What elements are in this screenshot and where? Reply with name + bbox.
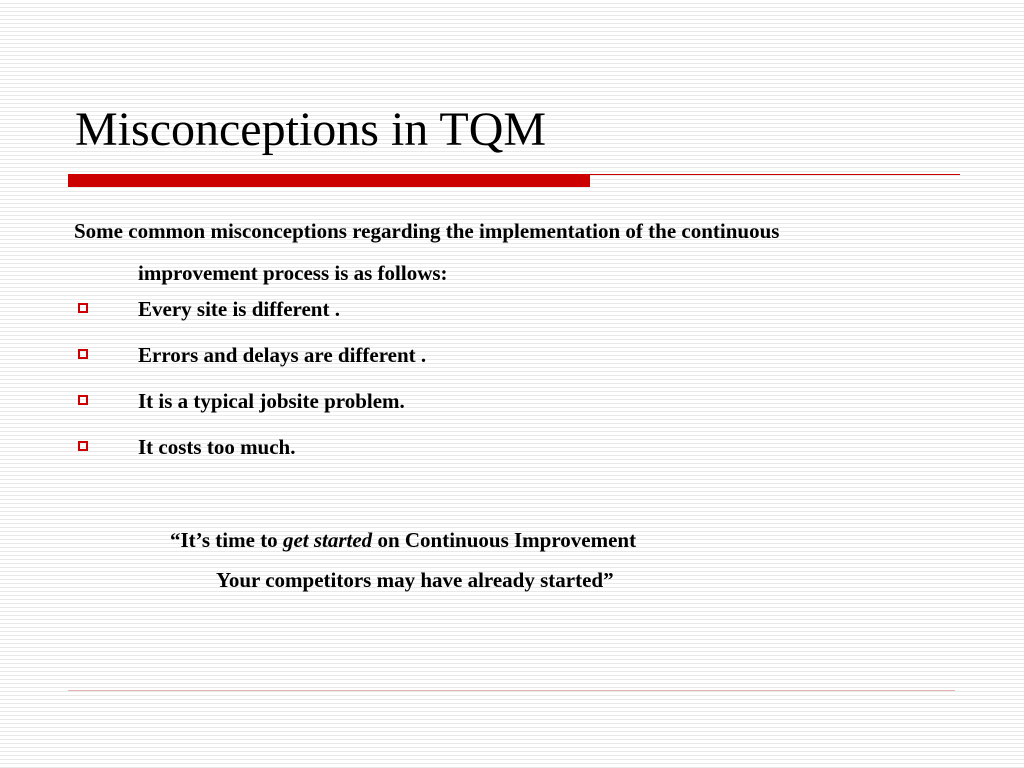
bullet-text: Every site is different . [138,297,340,321]
bullet-text: Errors and delays are different . [138,343,427,367]
quote-line-1-end: on Continuous Improvement [372,528,637,552]
hollow-square-bullet-icon [78,303,88,313]
quote-line-1 [0,520,1024,560]
footer-divider [68,690,955,691]
slide-title: Misconceptions in TQM [75,103,547,156]
hollow-square-bullet-icon [78,395,88,405]
quote-emphasis: get started [282,528,373,552]
intro-line-2: improvement process is as follows: [138,261,448,285]
hollow-square-bullet-icon [78,349,88,359]
intro-line-1: Some common misconceptions regarding the implementation of the continuous [74,219,780,243]
quote-line-1-start: “It’s time to [170,528,283,552]
bullet-text: It is a typical jobsite problem. [138,389,405,413]
bullet-text: It costs too much. [138,435,296,459]
quote-line-2: Your competitors may have already started” [216,568,614,592]
closing-quote [0,520,1024,600]
intro-paragraph [74,210,974,294]
hollow-square-bullet-icon [78,441,88,451]
